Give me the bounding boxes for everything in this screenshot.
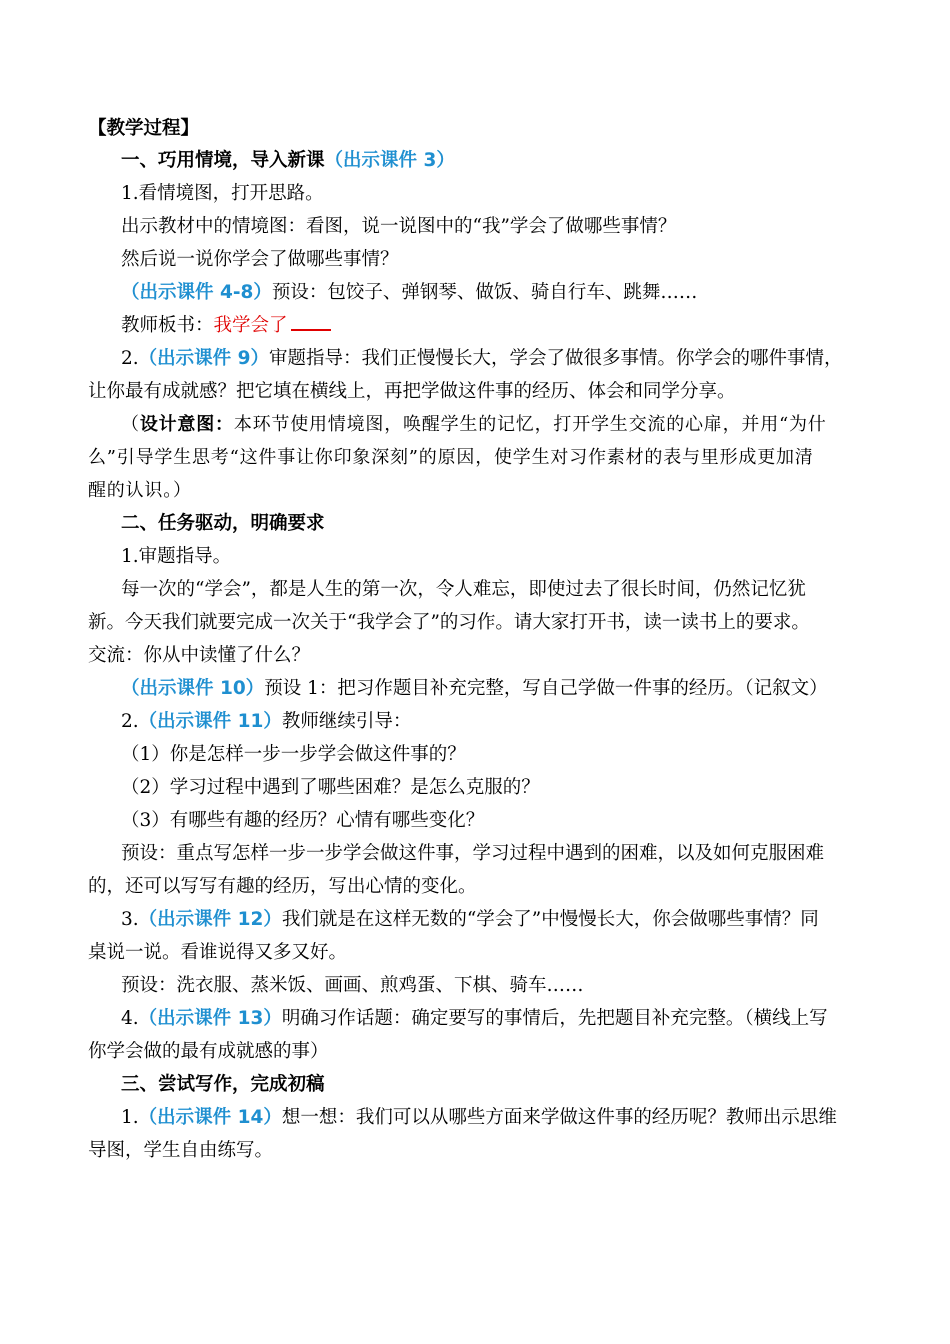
paragraph: 2.（出示课件 9）审题指导：我们正慢慢长大，学会了做很多事情。你学会的哪件事情，: [121, 348, 843, 369]
courseware-ref: （出示课件 14）: [138, 1107, 282, 1128]
paragraph: 3.（出示课件 12）我们就是在这样无数的“学会了”中慢慢长大，你会做哪些事情？同: [121, 909, 819, 930]
courseware-ref: （出示课件 13）: [138, 1008, 282, 1029]
courseware-ref: （出示课件 10）: [121, 678, 265, 699]
question-item: （2）学习过程中遇到了哪些困难？是怎么克服的？: [121, 777, 540, 798]
design-note: 醒的认识。）: [88, 480, 192, 501]
paragraph: 预设：重点写怎样一步一步学会做这件事，学习过程中遇到的困难，以及如何克服困难: [121, 843, 825, 864]
paragraph: 然后说一说你学会了做哪些事情？: [121, 249, 399, 270]
paragraph: 的，还可以写写有趣的经历，写出心情的变化。: [88, 876, 477, 897]
paragraph: 1.看情境图，打开思路。: [121, 183, 324, 204]
paragraph: 交流：你从中读懂了什么？: [88, 645, 311, 666]
paragraph: （出示课件 10）预设 1：把习作题目补充完整，写自己学做一件事的经历。（记叙文）: [121, 678, 828, 699]
paragraph: 出示教材中的情境图：看图，说一说图中的“我”学会了做哪些事情？: [121, 216, 677, 237]
blackboard-line: 教师板书：我学会了: [121, 314, 858, 338]
design-note: 么”引导学生思考“这件事让你印象深刻”的原因，使学生对习作素材的表与里形成更加清: [88, 447, 814, 468]
paragraph: 桌说一说。看谁说得又多又好。: [88, 942, 348, 963]
paragraph: （出示课件 4-8）预设：包饺子、弹钢琴、做饭、骑自行车、跳舞……: [121, 282, 698, 303]
courseware-ref: （出示课件 3）: [324, 150, 455, 171]
section-1-title: 一、巧用情境，导入新课（出示课件 3）: [121, 150, 455, 171]
section-3-title: 三、尝试写作，完成初稿: [121, 1074, 325, 1095]
paragraph: 让你最有成就感？把它填在横线上，再把学做这件事的经历、体会和同学分享。: [88, 381, 736, 402]
design-note: （设计意图：本环节使用情境图，唤醒学生的记忆，打开学生交流的心扉，并用“为什: [121, 414, 827, 435]
section-2-title: 二、任务驱动，明确要求: [121, 513, 325, 534]
paragraph: 1.（出示课件 14）想一想：我们可以从哪些方面来学做这件事的经历呢？教师出示思维: [121, 1107, 837, 1128]
paragraph: 4.（出示课件 13）明确习作话题：确定要写的事情后，先把题目补充完整。（横线上写: [121, 1008, 828, 1029]
question-item: （3）有哪些有趣的经历？心情有哪些变化？: [121, 810, 485, 831]
courseware-ref: （出示课件 11）: [138, 711, 282, 732]
section-heading: 【教学过程】: [88, 118, 200, 139]
paragraph: 1.审题指导。: [121, 546, 232, 567]
paragraph: 导图，学生自由练写。: [88, 1140, 274, 1161]
paragraph: 新。今天我们就要完成一次关于“我学会了”的习作。请大家打开书，读一读书上的要求。: [88, 612, 810, 633]
courseware-ref: （出示课件 9）: [138, 348, 269, 369]
courseware-ref: （出示课件 12）: [138, 909, 282, 930]
blackboard-text: 我学会了: [213, 315, 288, 336]
question-item: （1）你是怎样一步一步学会做这件事的？: [121, 744, 466, 765]
paragraph: 预设：洗衣服、蒸米饭、画画、煎鸡蛋、下棋、骑车……: [121, 975, 584, 996]
courseware-ref: （出示课件 4-8）: [121, 282, 272, 303]
paragraph: 每一次的“学会”，都是人生的第一次，令人难忘，即使过去了很长时间，仍然记忆犹: [121, 579, 806, 600]
paragraph: 你学会做的最有成就感的事）: [88, 1041, 329, 1062]
paragraph: 2.（出示课件 11）教师继续引导：: [121, 711, 412, 732]
fill-in-blank: [291, 328, 331, 331]
